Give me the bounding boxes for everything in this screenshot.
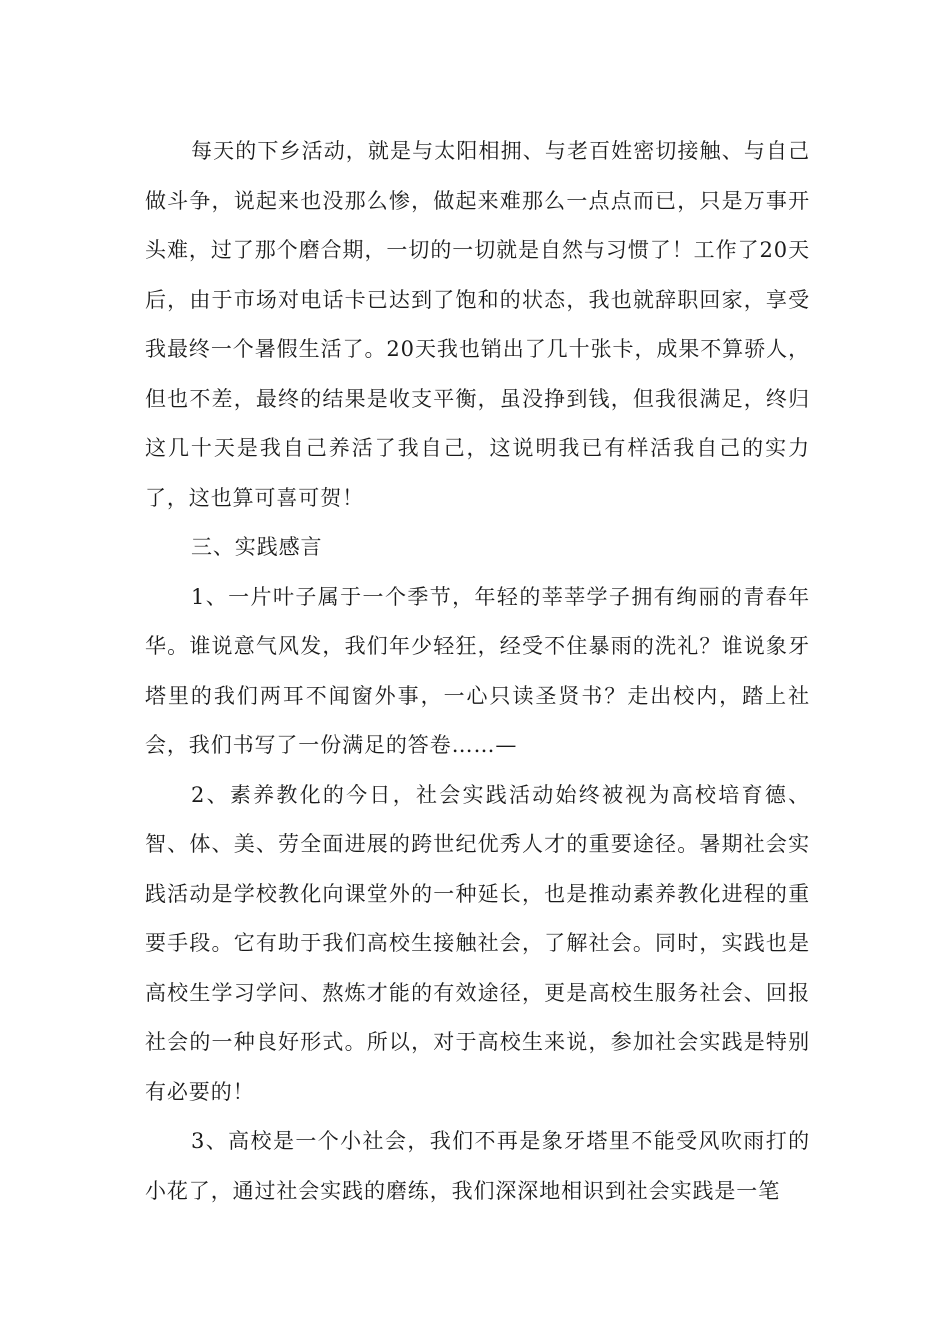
paragraph-reflection-2: 2、素养教化的今日，社会实践活动始终被视为高校培育德、智、体、美、劳全面进展的跨世纪优秀人才的重要途径。暑期社会实践活动是学校教化向课堂外的一种延长，也是推动素养教化进程的重要手段。它有助于我们高校生接触社会，了解社会。同时，实践也是高校生学习学问、熬炼才能的有效途径，更是高校生服务社会、回报社会的一种良好形式。所以，对于高校生来说，参加社会实践是特别有必要的！ xyxy=(145,782,810,1104)
paragraph-rural-activity: 每天的下乡活动，就是与太阳相拥、与老百姓密切接触、与自己做斗争，说起来也没那么惨，做起来难那么一点点而已，只是万事开头难，过了那个磨合期，一切的一切就是自然与习惯了！工作了20天后，由于市场对电话卡已达到了饱和的状态，我也就辞职回家，享受我最终一个暑假生活了。20天我也销出了几十张卡，成果不算骄人，但也不差，最终的结果是收支平衡，虽没挣到钱，但我很满足，终归这几十天是我自己养活了我自己，这说明我已有样活我自己的实力了，这也算可喜可贺！ xyxy=(145,139,810,510)
paragraph-reflection-1: 1、一片叶子属于一个季节，年轻的莘莘学子拥有绚丽的青春年华。谁说意气风发，我们年少轻狂，经受不住暴雨的洗礼？谁说象牙塔里的我们两耳不闻窗外事，一心只读圣贤书？走出校内，踏上社会，我们书写了一份满足的答卷……— xyxy=(145,584,810,757)
paragraph-reflection-3: 3、高校是一个小社会，我们不再是象牙塔里不能受风吹雨打的小花了，通过社会实践的磨练，我们深深地相识到社会实践是一笔 xyxy=(145,1129,810,1203)
section-heading-practice-reflections: 三、实践感言 xyxy=(191,535,323,559)
document-body xyxy=(145,127,810,1216)
